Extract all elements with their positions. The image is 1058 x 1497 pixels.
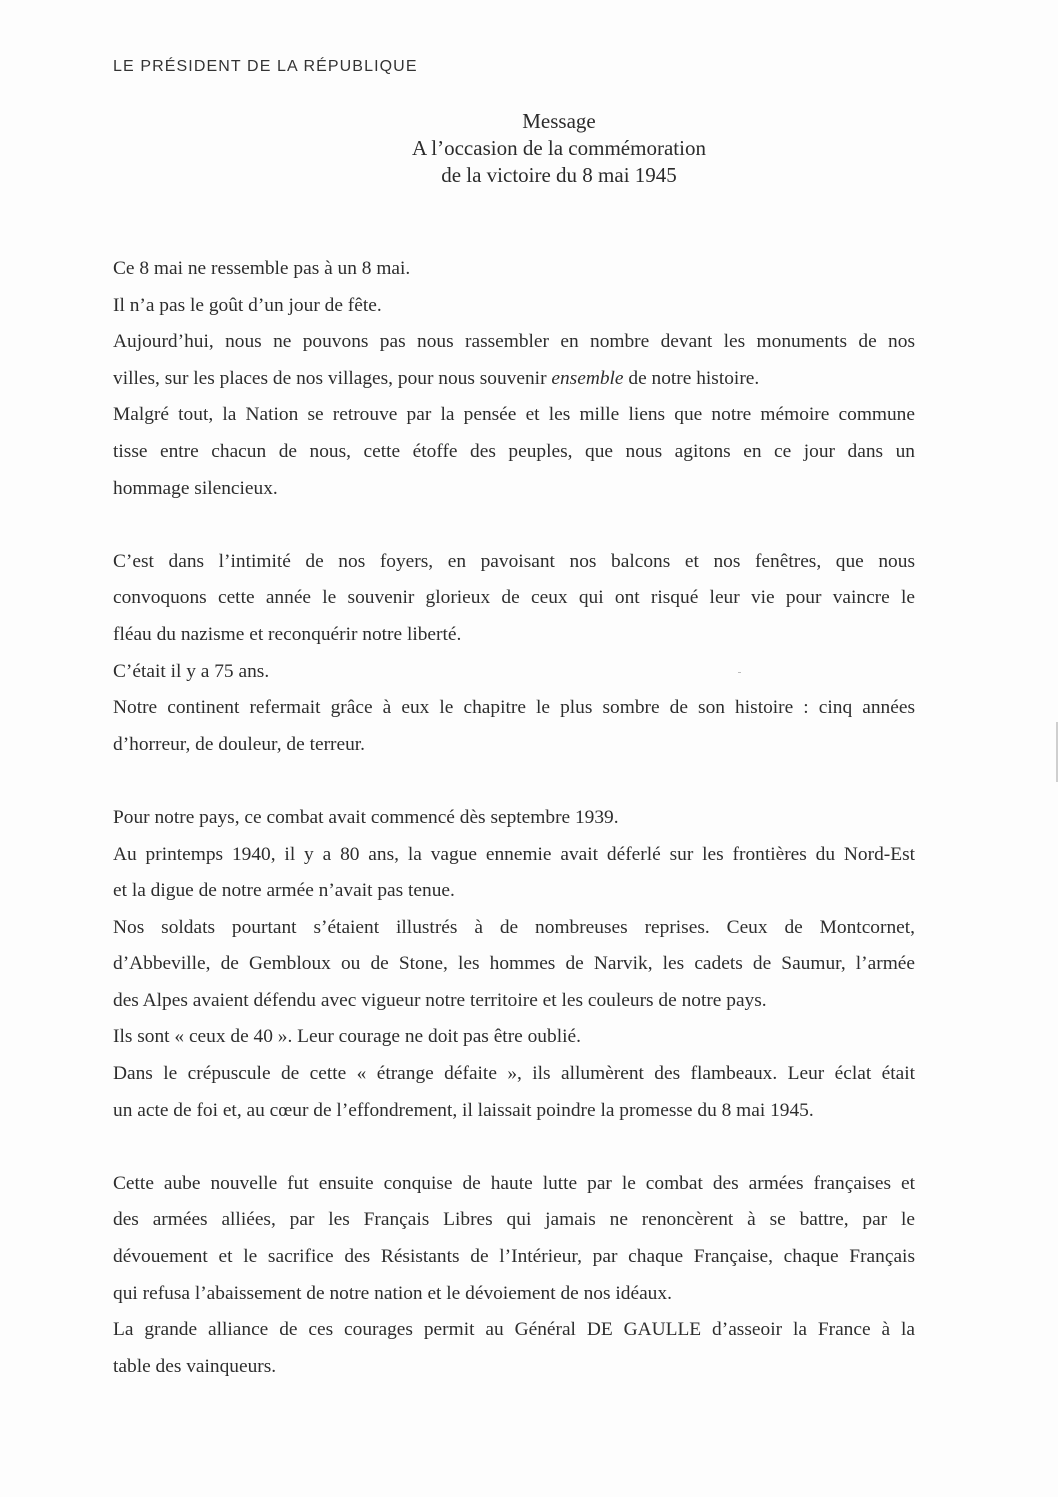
- text-line: La grande alliance de ces courages permit au Général DE GAULLE d’asseoir la France à la: [113, 1319, 915, 1341]
- emphasized-word: ensemble: [551, 367, 624, 389]
- text-line: et la digue de notre armée n’avait pas tenue.: [113, 880, 455, 902]
- text-line: convoquons cette année le souvenir glorieux de ceux qui ont risqué leur vie pour vaincre le: [113, 587, 915, 609]
- paragraph-3: [113, 800, 915, 1129]
- paragraph-4: [113, 1166, 915, 1386]
- text-line: tisse entre chacun de nous, cette étoffe des peuples, que nous agitons en ce jour dans un: [113, 440, 915, 462]
- message-body: [113, 251, 915, 1385]
- scan-speck: [738, 672, 741, 673]
- text-line: C’était il y a 75 ans.: [113, 660, 270, 682]
- text-line: Il n’a pas le goût d’un jour de fête.: [113, 294, 382, 316]
- text-line: d’Abbeville, de Gembloux ou de Stone, les hommes de Narvik, les cadets de Saumur, l’armée: [113, 953, 915, 975]
- text-line: fléau du nazisme et reconquérir notre liberté.: [113, 623, 462, 645]
- message-title: [0, 108, 1058, 189]
- text-line: des armées alliées, par les Français Libres qui jamais ne renoncèrent à se battre, par le: [113, 1209, 915, 1231]
- text-line: d’horreur, de douleur, de terreur.: [113, 733, 366, 755]
- text-line: un acte de foi et, au cœur de l’effondrement, il laissait poindre la promesse du 8 mai 1945.: [113, 1099, 814, 1121]
- paragraph-2: [113, 544, 915, 764]
- text-line: Notre continent refermait grâce à eux le chapitre le plus sombre de son histoire : cinq années: [113, 697, 915, 719]
- paragraph-gap: [113, 763, 915, 800]
- text-line: Malgré tout, la Nation se retrouve par la pensée et les mille liens que notre mémoire commune: [113, 404, 915, 426]
- text-line: table des vainqueurs.: [113, 1355, 277, 1377]
- text-line: hommage silencieux.: [113, 477, 278, 499]
- text-line: des Alpes avaient défendu avec vigueur notre territoire et les couleurs de notre pays.: [113, 989, 767, 1011]
- paragraph-1: [113, 251, 915, 507]
- text-line: qui refusa l’abaissement de notre nation et le dévoiement de nos idéaux.: [113, 1282, 672, 1304]
- title-line-3: de la victoire du 8 mai 1945: [441, 163, 677, 187]
- title-line-1: Message: [522, 109, 596, 133]
- text-line: Cette aube nouvelle fut ensuite conquise de haute lutte par le combat des armées françaises et: [113, 1172, 915, 1194]
- text-line: Aujourd’hui, nous ne pouvons pas nous rassembler en nombre devant les monuments de nos: [113, 331, 915, 353]
- text-line: C’est dans l’intimité de nos foyers, en pavoisant nos balcons et nos fenêtres, que nous: [113, 550, 915, 572]
- text-line: Nos soldats pourtant s’étaient illustrés à de nombreuses reprises. Ceux de Montcornet,: [113, 916, 915, 938]
- title-line-2: A l’occasion de la commémoration: [412, 136, 706, 160]
- letterhead: LE PRÉSIDENT DE LA RÉPUBLIQUE: [113, 58, 418, 75]
- text-line: dévouement et le sacrifice des Résistants de l’Intérieur, par chaque Française, chaque Français: [113, 1246, 915, 1268]
- text-line: Ce 8 mai ne ressemble pas à un 8 mai.: [113, 258, 411, 279]
- text-line: Au printemps 1940, il y a 80 ans, la vague ennemie avait déferlé sur les frontières du Nord-Est: [113, 843, 915, 865]
- text-segment: villes, sur les places de nos villages, pour nous souvenir: [113, 367, 552, 389]
- text-line: Ils sont « ceux de 40 ». Leur courage ne doit pas être oublié.: [113, 1026, 581, 1048]
- paragraph-gap: [113, 1129, 915, 1166]
- text-line: [113, 361, 915, 398]
- text-segment: de notre histoire.: [623, 367, 760, 389]
- text-line: Pour notre pays, ce combat avait commencé dès septembre 1939.: [113, 806, 619, 828]
- paragraph-gap: [113, 507, 915, 544]
- text-line: Dans le crépuscule de cette « étrange défaite », ils allumèrent des flambeaux. Leur éclat était: [113, 1063, 915, 1085]
